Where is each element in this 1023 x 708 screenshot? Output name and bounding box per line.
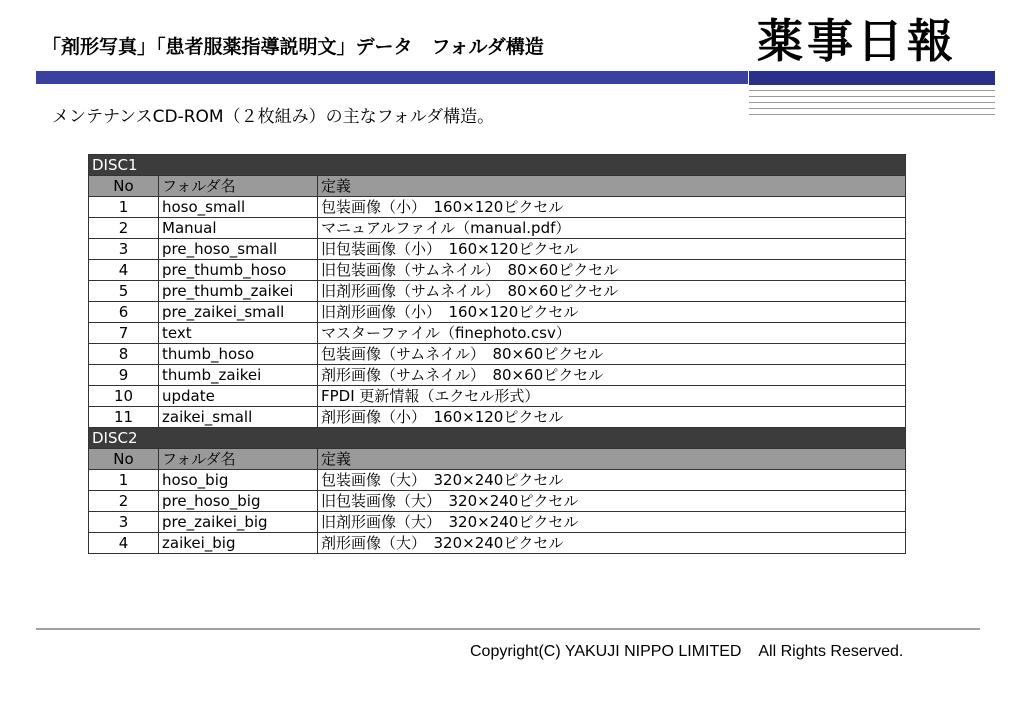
- table-row: [89, 470, 906, 491]
- row-number: 1: [89, 470, 159, 491]
- column-header-definition: 定義: [318, 176, 906, 197]
- logo-band: [749, 71, 995, 85]
- folder-name: pre_zaikei_big: [159, 512, 318, 533]
- table-row: [89, 197, 906, 218]
- table-row: [89, 281, 906, 302]
- column-header-folder: フォルダ名: [159, 449, 318, 470]
- folder-name: pre_thumb_zaikei: [159, 281, 318, 302]
- folder-name: pre_thumb_hoso: [159, 260, 318, 281]
- folder-name: hoso_big: [159, 470, 318, 491]
- row-number: 6: [89, 302, 159, 323]
- table-row: [89, 365, 906, 386]
- folder-name: hoso_small: [159, 197, 318, 218]
- folder-definition: マニュアルファイル（manual.pdf）: [318, 218, 906, 239]
- header-bar: [36, 71, 748, 84]
- table-row: [89, 323, 906, 344]
- row-number: 2: [89, 491, 159, 512]
- table-row: [89, 260, 906, 281]
- row-number: 8: [89, 344, 159, 365]
- row-number: 10: [89, 386, 159, 407]
- folder-name: update: [159, 386, 318, 407]
- folder-definition: 旧包装画像（小） 160×120ピクセル: [318, 239, 906, 260]
- folder-definition: 旧包装画像（大） 320×240ピクセル: [318, 491, 906, 512]
- folder-definition: 剤形画像（サムネイル） 80×60ピクセル: [318, 365, 906, 386]
- table-row: [89, 491, 906, 512]
- row-number: 9: [89, 365, 159, 386]
- table-row: [89, 218, 906, 239]
- folder-definition: 旧包装画像（サムネイル） 80×60ピクセル: [318, 260, 906, 281]
- disc-header-row: [89, 155, 906, 176]
- table-row: [89, 386, 906, 407]
- folder-name: pre_hoso_big: [159, 491, 318, 512]
- column-header-row: [89, 449, 906, 470]
- folder-name: zaikei_big: [159, 533, 318, 554]
- column-header-no: No: [89, 176, 159, 197]
- table-row: [89, 239, 906, 260]
- table-row: [89, 407, 906, 428]
- column-header-row: [89, 176, 906, 197]
- row-number: 1: [89, 197, 159, 218]
- folder-name: zaikei_small: [159, 407, 318, 428]
- logo-rule: [749, 108, 995, 109]
- folder-definition: 旧剤形画像（小） 160×120ピクセル: [318, 302, 906, 323]
- table-row: [89, 512, 906, 533]
- folder-definition: 包装画像（小） 160×120ピクセル: [318, 197, 906, 218]
- disc-name: DISC2: [89, 428, 906, 449]
- logo-rule: [749, 102, 995, 103]
- logo-rule: [749, 96, 995, 97]
- row-number: 4: [89, 260, 159, 281]
- folder-name: thumb_zaikei: [159, 365, 318, 386]
- row-number: 5: [89, 281, 159, 302]
- folder-name: text: [159, 323, 318, 344]
- column-header-no: No: [89, 449, 159, 470]
- row-number: 7: [89, 323, 159, 344]
- row-number: 3: [89, 512, 159, 533]
- copyright-text: Copyright(C) YAKUJI NIPPO LIMITED All Rights Reserved.: [470, 643, 904, 660]
- disc-header-row: [89, 428, 906, 449]
- column-header-folder: フォルダ名: [159, 176, 318, 197]
- folder-definition: 剤形画像（大） 320×240ピクセル: [318, 533, 906, 554]
- folder-structure-table: [88, 154, 906, 554]
- page-subtitle: メンテナンスCD-ROM（２枚組み）の主なフォルダ構造。: [52, 107, 495, 127]
- folder-name: pre_hoso_small: [159, 239, 318, 260]
- folder-name: pre_zaikei_small: [159, 302, 318, 323]
- folder-definition: 旧剤形画像（大） 320×240ピクセル: [318, 512, 906, 533]
- page-title: 「剤形写真」「患者服薬指導説明文」データ フォルダ構造: [42, 36, 544, 58]
- logo: [749, 10, 995, 118]
- footer-divider: [36, 628, 980, 630]
- table-row: [89, 302, 906, 323]
- row-number: 2: [89, 218, 159, 239]
- row-number: 4: [89, 533, 159, 554]
- table-row: [89, 533, 906, 554]
- column-header-definition: 定義: [318, 449, 906, 470]
- folder-name: Manual: [159, 218, 318, 239]
- folder-definition: 包装画像（大） 320×240ピクセル: [318, 470, 906, 491]
- folder-definition: 剤形画像（小） 160×120ピクセル: [318, 407, 906, 428]
- logo-text: 薬事日報: [757, 14, 957, 68]
- logo-rule: [749, 90, 995, 91]
- row-number: 11: [89, 407, 159, 428]
- logo-rule: [749, 114, 995, 115]
- folder-definition: 包装画像（サムネイル） 80×60ピクセル: [318, 344, 906, 365]
- folder-name: thumb_hoso: [159, 344, 318, 365]
- folder-definition: 旧剤形画像（サムネイル） 80×60ピクセル: [318, 281, 906, 302]
- folder-definition: マスターファイル（finephoto.csv）: [318, 323, 906, 344]
- disc-name: DISC1: [89, 155, 906, 176]
- row-number: 3: [89, 239, 159, 260]
- table-row: [89, 344, 906, 365]
- folder-definition: FPDI 更新情報（エクセル形式）: [318, 386, 906, 407]
